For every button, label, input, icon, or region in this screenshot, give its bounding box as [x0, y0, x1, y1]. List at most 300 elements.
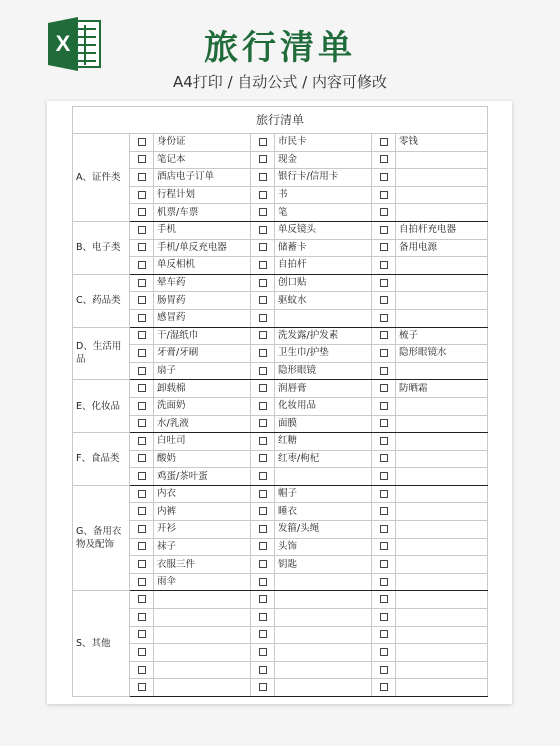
- checklist-row: [73, 274, 488, 292]
- item-label: [396, 609, 488, 627]
- checkbox-cell: [130, 239, 154, 257]
- checkbox-cell: [251, 521, 275, 539]
- category-label: E、化妆品: [73, 380, 130, 433]
- checkbox[interactable]: [259, 155, 267, 163]
- checkbox[interactable]: [259, 578, 267, 586]
- checkbox[interactable]: [380, 384, 388, 392]
- checkbox-cell: [251, 292, 275, 310]
- checklist-row: [73, 661, 488, 679]
- checkbox-cell: [251, 327, 275, 345]
- item-label: [396, 186, 488, 204]
- checkbox-cell: [372, 292, 396, 310]
- checkbox-cell: [372, 468, 396, 486]
- checklist-row: [73, 450, 488, 468]
- checkbox-cell: [372, 450, 396, 468]
- checkbox[interactable]: [380, 261, 388, 269]
- checklist-row: [73, 257, 488, 275]
- checkbox[interactable]: [259, 542, 267, 550]
- checklist-row: [73, 134, 488, 152]
- checkbox[interactable]: [138, 595, 146, 603]
- checkbox[interactable]: [380, 314, 388, 322]
- checklist-row: [73, 485, 488, 503]
- checkbox-cell: [251, 257, 275, 275]
- item-label: 钥匙: [275, 556, 372, 574]
- checkbox[interactable]: [259, 560, 267, 568]
- checkbox-cell: [251, 309, 275, 327]
- item-label: 机票/车票: [154, 204, 251, 222]
- item-label: [275, 661, 372, 679]
- checkbox[interactable]: [380, 595, 388, 603]
- checkbox-cell: [251, 221, 275, 239]
- item-label: [396, 292, 488, 310]
- item-label: 鸡蛋/茶叶蛋: [154, 468, 251, 486]
- checkbox-cell: [130, 679, 154, 697]
- checkbox[interactable]: [259, 314, 267, 322]
- checkbox[interactable]: [138, 578, 146, 586]
- item-label: [396, 204, 488, 222]
- checkbox[interactable]: [138, 331, 146, 339]
- item-label: [396, 661, 488, 679]
- checkbox[interactable]: [380, 578, 388, 586]
- page-title: 旅行清单: [204, 28, 356, 68]
- checkbox[interactable]: [138, 507, 146, 515]
- item-label: 袜子: [154, 538, 251, 556]
- checkbox-cell: [251, 468, 275, 486]
- item-label: 雨伞: [154, 573, 251, 591]
- checkbox-cell: [251, 450, 275, 468]
- checklist-row: [73, 345, 488, 363]
- category-label: C、药品类: [73, 274, 130, 327]
- item-label: 卫生巾/护垫: [275, 345, 372, 363]
- checkbox[interactable]: [380, 226, 388, 234]
- checkbox-cell: [251, 186, 275, 204]
- checkbox-cell: [130, 661, 154, 679]
- checkbox-cell: [251, 661, 275, 679]
- checkbox[interactable]: [138, 349, 146, 357]
- checklist-sheet: [47, 101, 512, 704]
- checkbox-cell: [130, 556, 154, 574]
- checkbox[interactable]: [259, 472, 267, 480]
- checkbox-cell: [372, 609, 396, 627]
- item-label: [396, 521, 488, 539]
- checklist-row: [73, 292, 488, 310]
- checkbox-cell: [372, 521, 396, 539]
- checkbox[interactable]: [380, 279, 388, 287]
- item-label: [275, 609, 372, 627]
- checkbox[interactable]: [259, 666, 267, 674]
- checkbox[interactable]: [380, 437, 388, 445]
- item-label: [396, 450, 488, 468]
- checkbox-cell: [251, 538, 275, 556]
- category-label: D、生活用品: [73, 327, 130, 380]
- checkbox-cell: [130, 169, 154, 187]
- item-label: 创口贴: [275, 274, 372, 292]
- checklist-row: [73, 591, 488, 609]
- checkbox[interactable]: [259, 402, 267, 410]
- checkbox[interactable]: [138, 261, 146, 269]
- checkbox-cell: [251, 380, 275, 398]
- sheet-title: 旅行清单: [73, 107, 488, 134]
- checkbox[interactable]: [138, 173, 146, 181]
- item-label: [396, 397, 488, 415]
- item-label: 单反镜头: [275, 221, 372, 239]
- item-label: [154, 679, 251, 697]
- checkbox[interactable]: [138, 525, 146, 533]
- checklist-row: [73, 626, 488, 644]
- item-label: 头饰: [275, 538, 372, 556]
- checkbox[interactable]: [138, 613, 146, 621]
- checkbox-cell: [372, 433, 396, 451]
- checkbox-cell: [130, 591, 154, 609]
- checkbox[interactable]: [138, 490, 146, 498]
- item-label: 储蓄卡: [275, 239, 372, 257]
- checkbox[interactable]: [380, 542, 388, 550]
- item-label: 零钱: [396, 134, 488, 152]
- checkbox[interactable]: [259, 437, 267, 445]
- item-label: [154, 609, 251, 627]
- checkbox[interactable]: [138, 560, 146, 568]
- checkbox[interactable]: [259, 595, 267, 603]
- checkbox-cell: [251, 679, 275, 697]
- item-label: [275, 573, 372, 591]
- checkbox[interactable]: [259, 138, 267, 146]
- checkbox-cell: [130, 274, 154, 292]
- item-label: 自拍杆充电器: [396, 221, 488, 239]
- checklist-row: [73, 169, 488, 187]
- checkbox[interactable]: [259, 525, 267, 533]
- item-label: 梳子: [396, 327, 488, 345]
- checkbox-cell: [251, 485, 275, 503]
- checkbox[interactable]: [380, 525, 388, 533]
- checkbox[interactable]: [259, 191, 267, 199]
- item-label: [275, 309, 372, 327]
- checkbox[interactable]: [380, 402, 388, 410]
- item-label: 红糖: [275, 433, 372, 451]
- item-label: 洗发露/护发素: [275, 327, 372, 345]
- item-label: 干/湿纸巾: [154, 327, 251, 345]
- checkbox[interactable]: [380, 331, 388, 339]
- checkbox[interactable]: [259, 296, 267, 304]
- item-label: 洗面奶: [154, 397, 251, 415]
- item-label: [396, 573, 488, 591]
- item-label: [396, 468, 488, 486]
- checkbox[interactable]: [259, 208, 267, 216]
- checkbox[interactable]: [138, 402, 146, 410]
- item-label: [396, 538, 488, 556]
- checkbox[interactable]: [138, 419, 146, 427]
- item-label: 备用电源: [396, 239, 488, 257]
- checkbox-cell: [130, 186, 154, 204]
- checklist-row: [73, 538, 488, 556]
- checkbox[interactable]: [138, 296, 146, 304]
- checkbox-cell: [130, 134, 154, 152]
- checkbox-cell: [372, 380, 396, 398]
- checkbox[interactable]: [380, 243, 388, 251]
- checkbox[interactable]: [259, 454, 267, 462]
- checkbox[interactable]: [138, 666, 146, 674]
- item-label: [275, 468, 372, 486]
- item-label: [396, 257, 488, 275]
- item-label: 防晒霜: [396, 380, 488, 398]
- checkbox[interactable]: [259, 490, 267, 498]
- item-label: 笔: [275, 204, 372, 222]
- checkbox[interactable]: [138, 279, 146, 287]
- checkbox-cell: [372, 345, 396, 363]
- checklist-row: [73, 556, 488, 574]
- checkbox-cell: [251, 573, 275, 591]
- checkbox[interactable]: [138, 648, 146, 656]
- checkbox[interactable]: [138, 314, 146, 322]
- item-label: 扇子: [154, 362, 251, 380]
- checkbox-cell: [251, 397, 275, 415]
- checkbox-cell: [372, 134, 396, 152]
- checklist-row: [73, 503, 488, 521]
- item-label: [275, 679, 372, 697]
- category-label: F、食品类: [73, 433, 130, 486]
- checklist-row: [73, 521, 488, 539]
- checklist-row: [73, 204, 488, 222]
- checkbox-cell: [372, 257, 396, 275]
- checkbox-cell: [251, 204, 275, 222]
- item-label: 现金: [275, 151, 372, 169]
- checkbox-cell: [372, 151, 396, 169]
- checkbox[interactable]: [380, 683, 388, 691]
- item-label: 手机: [154, 221, 251, 239]
- item-label: 隐形眼镜水: [396, 345, 488, 363]
- checkbox[interactable]: [380, 296, 388, 304]
- checkbox-cell: [251, 239, 275, 257]
- checkbox-cell: [130, 521, 154, 539]
- checkbox[interactable]: [138, 155, 146, 163]
- checkbox-cell: [372, 239, 396, 257]
- item-label: [396, 415, 488, 433]
- item-label: 水/乳液: [154, 415, 251, 433]
- checkbox[interactable]: [259, 261, 267, 269]
- checkbox-cell: [372, 397, 396, 415]
- checkbox[interactable]: [259, 648, 267, 656]
- item-label: [396, 503, 488, 521]
- checklist-row: [73, 362, 488, 380]
- item-label: 开衫: [154, 521, 251, 539]
- checkbox-cell: [372, 362, 396, 380]
- checkbox[interactable]: [380, 648, 388, 656]
- checkbox-cell: [372, 186, 396, 204]
- item-label: 牙膏/牙刷: [154, 345, 251, 363]
- item-label: 衣服三件: [154, 556, 251, 574]
- checklist-row: [73, 186, 488, 204]
- checkbox-cell: [130, 433, 154, 451]
- item-label: 帽子: [275, 485, 372, 503]
- checkbox[interactable]: [138, 384, 146, 392]
- checkbox[interactable]: [259, 419, 267, 427]
- checkbox[interactable]: [380, 507, 388, 515]
- checkbox[interactable]: [259, 367, 267, 375]
- item-label: 晕车药: [154, 274, 251, 292]
- category-label: A、证件类: [73, 134, 130, 222]
- item-label: 书: [275, 186, 372, 204]
- item-label: 白吐司: [154, 433, 251, 451]
- checkbox-cell: [130, 468, 154, 486]
- checkbox-cell: [251, 556, 275, 574]
- checkbox[interactable]: [138, 630, 146, 638]
- checkbox-cell: [251, 169, 275, 187]
- item-label: [396, 433, 488, 451]
- checkbox[interactable]: [380, 155, 388, 163]
- checkbox[interactable]: [259, 349, 267, 357]
- item-label: 自拍杆: [275, 257, 372, 275]
- checkbox[interactable]: [380, 419, 388, 427]
- checklist-row: [73, 609, 488, 627]
- item-label: [396, 309, 488, 327]
- checkbox[interactable]: [259, 243, 267, 251]
- item-label: 睡衣: [275, 503, 372, 521]
- item-label: 发箍/头绳: [275, 521, 372, 539]
- checkbox[interactable]: [380, 560, 388, 568]
- item-label: [396, 556, 488, 574]
- checkbox-cell: [372, 274, 396, 292]
- checkbox[interactable]: [138, 138, 146, 146]
- item-label: [396, 626, 488, 644]
- checkbox-cell: [372, 204, 396, 222]
- checklist-row: [73, 415, 488, 433]
- checkbox-cell: [372, 679, 396, 697]
- checklist-row: [73, 468, 488, 486]
- checkbox-cell: [372, 221, 396, 239]
- checkbox[interactable]: [380, 454, 388, 462]
- item-label: [396, 362, 488, 380]
- item-label: 身份证: [154, 134, 251, 152]
- checkbox-cell: [372, 309, 396, 327]
- checkbox-cell: [251, 151, 275, 169]
- checkbox-cell: [130, 257, 154, 275]
- checkbox[interactable]: [138, 683, 146, 691]
- checkbox[interactable]: [259, 226, 267, 234]
- checkbox-cell: [251, 503, 275, 521]
- checkbox[interactable]: [259, 279, 267, 287]
- checkbox-cell: [372, 556, 396, 574]
- checklist-row: [73, 679, 488, 697]
- checkbox-cell: [251, 134, 275, 152]
- item-label: 感冒药: [154, 309, 251, 327]
- item-label: 手机/单反充电器: [154, 239, 251, 257]
- checkbox-cell: [251, 644, 275, 662]
- item-label: [154, 661, 251, 679]
- checkbox-cell: [130, 345, 154, 363]
- checkbox[interactable]: [138, 226, 146, 234]
- item-label: [396, 679, 488, 697]
- checkbox[interactable]: [259, 173, 267, 181]
- checkbox[interactable]: [138, 472, 146, 480]
- checkbox-cell: [251, 362, 275, 380]
- checkbox[interactable]: [138, 437, 146, 445]
- item-label: 笔记本: [154, 151, 251, 169]
- checkbox[interactable]: [380, 613, 388, 621]
- checkbox[interactable]: [138, 208, 146, 216]
- checkbox[interactable]: [138, 542, 146, 550]
- item-label: 酸奶: [154, 450, 251, 468]
- checkbox[interactable]: [259, 630, 267, 638]
- item-label: 内衣: [154, 485, 251, 503]
- item-label: 肠胃药: [154, 292, 251, 310]
- checkbox-cell: [251, 345, 275, 363]
- checkbox-cell: [130, 644, 154, 662]
- checkbox[interactable]: [380, 349, 388, 357]
- checklist-row: [73, 573, 488, 591]
- checkbox-cell: [372, 626, 396, 644]
- category-label: G、备用衣物及配饰: [73, 485, 130, 591]
- page-subtitle: A4打印 / 自动公式 / 内容可修改: [173, 73, 387, 91]
- checkbox-cell: [130, 309, 154, 327]
- checkbox[interactable]: [138, 367, 146, 375]
- checkbox[interactable]: [380, 138, 388, 146]
- checkbox-cell: [130, 503, 154, 521]
- item-label: 化妆用品: [275, 397, 372, 415]
- checkbox[interactable]: [259, 683, 267, 691]
- checkbox[interactable]: [259, 331, 267, 339]
- category-label: B、电子类: [73, 221, 130, 274]
- checkbox-cell: [251, 274, 275, 292]
- checkbox[interactable]: [380, 173, 388, 181]
- checkbox[interactable]: [380, 630, 388, 638]
- checklist-row: [73, 433, 488, 451]
- checkbox-cell: [372, 591, 396, 609]
- checkbox-cell: [130, 485, 154, 503]
- checkbox-cell: [372, 538, 396, 556]
- checkbox[interactable]: [380, 666, 388, 674]
- checkbox-cell: [130, 221, 154, 239]
- checklist-row: [73, 221, 488, 239]
- checkbox-cell: [251, 609, 275, 627]
- checklist-row: [73, 397, 488, 415]
- checkbox-cell: [251, 433, 275, 451]
- checkbox-cell: [372, 573, 396, 591]
- checkbox-cell: [372, 503, 396, 521]
- item-label: [396, 485, 488, 503]
- item-label: [396, 274, 488, 292]
- category-label: S、其他: [73, 591, 130, 697]
- checkbox-cell: [130, 626, 154, 644]
- checkbox[interactable]: [380, 472, 388, 480]
- item-label: 驱蚊水: [275, 292, 372, 310]
- checkbox-cell: [130, 151, 154, 169]
- checkbox-cell: [130, 380, 154, 398]
- checkbox-cell: [372, 169, 396, 187]
- checkbox-cell: [130, 538, 154, 556]
- item-label: 隐形眼镜: [275, 362, 372, 380]
- checkbox[interactable]: [259, 384, 267, 392]
- checkbox[interactable]: [259, 613, 267, 621]
- item-label: [396, 169, 488, 187]
- checkbox[interactable]: [380, 490, 388, 498]
- checkbox[interactable]: [138, 454, 146, 462]
- checkbox[interactable]: [380, 367, 388, 375]
- checkbox-cell: [130, 609, 154, 627]
- checkbox[interactable]: [138, 191, 146, 199]
- checkbox-cell: [130, 204, 154, 222]
- item-label: 单反相机: [154, 257, 251, 275]
- item-label: [275, 644, 372, 662]
- checkbox[interactable]: [380, 208, 388, 216]
- checkbox-cell: [372, 661, 396, 679]
- checklist-row: [73, 309, 488, 327]
- item-label: [275, 626, 372, 644]
- item-label: 卸载棉: [154, 380, 251, 398]
- checkbox-cell: [372, 644, 396, 662]
- checkbox[interactable]: [138, 243, 146, 251]
- checkbox[interactable]: [259, 507, 267, 515]
- checklist-row: [73, 151, 488, 169]
- checkbox[interactable]: [380, 191, 388, 199]
